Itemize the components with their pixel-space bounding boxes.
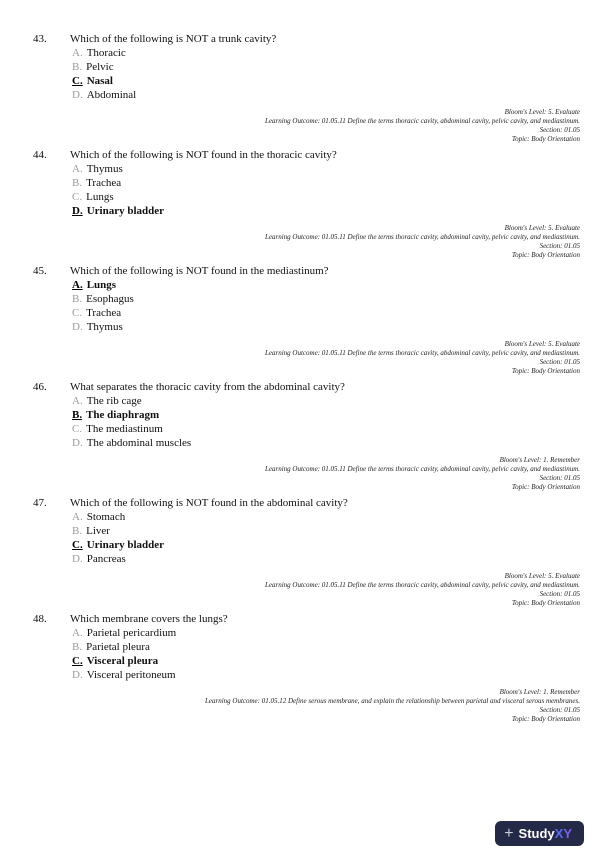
metadata-block (33, 224, 580, 260)
option-letter: C. (72, 75, 83, 87)
option-letter: A. (72, 163, 83, 175)
question-block-43 (33, 32, 580, 144)
topic: Topic: Body Orientation (511, 251, 580, 259)
option-row (72, 88, 580, 102)
option-letter: A. (72, 511, 83, 523)
option-text: Trachea (86, 307, 122, 319)
option-text: Thoracic (86, 47, 126, 59)
option-letter: C. (72, 539, 83, 551)
option-text: Lungs (86, 191, 114, 203)
topic: Topic: Body Orientation (511, 135, 580, 143)
option-row (72, 60, 580, 74)
option-letter: C. (72, 655, 83, 667)
question-number: 44. (33, 149, 47, 161)
question-text: Which membrane covers the lungs? (70, 613, 228, 625)
option-text: Urinary bladder (86, 205, 165, 217)
option-letter: A. (72, 627, 83, 639)
option-letter: D. (72, 321, 83, 333)
option-text: Thymus (86, 321, 123, 333)
option-text: Visceral pleura (86, 655, 159, 667)
question-text: Which of the following is NOT a trunk cavity? (70, 33, 277, 45)
question-text: What separates the thoracic cavity from the abdominal cavity? (70, 381, 345, 393)
option-text: The mediastinum (86, 423, 163, 435)
option-text: Lungs (86, 279, 117, 291)
option-text: Trachea (86, 177, 122, 189)
topic: Topic: Body Orientation (511, 715, 580, 723)
options-list (72, 626, 580, 682)
learning-outcome: Learning Outcome: 01.05.11 Define the terms thoracic cavity, abdominal cavity, pelvic cavity, and mediastinum. (265, 233, 580, 241)
question-block-48 (33, 612, 580, 724)
option-letter: C. (72, 423, 83, 435)
options-list (72, 394, 580, 450)
option-text: Liver (86, 525, 110, 537)
learning-outcome: Learning Outcome: 01.05.11 Define the terms thoracic cavity, abdominal cavity, pelvic cavity, and mediastinum. (265, 117, 580, 125)
question-text: Which of the following is NOT found in the thoracic cavity? (70, 149, 337, 161)
option-row (72, 552, 580, 566)
options-list (72, 46, 580, 102)
option-row (72, 394, 580, 408)
question-block-44 (33, 148, 580, 260)
question-block-47 (33, 496, 580, 608)
learning-outcome: Learning Outcome: 01.05.11 Define the terms thoracic cavity, abdominal cavity, pelvic cavity, and mediastinum. (265, 465, 580, 473)
blooms-level: Bloom's Level: 5. Evaluate (504, 224, 580, 232)
question-number: 47. (33, 497, 47, 509)
topic: Topic: Body Orientation (511, 367, 580, 375)
plus-icon: + (504, 824, 514, 842)
option-letter: D. (72, 89, 83, 101)
blooms-level: Bloom's Level: 1. Remember (499, 456, 580, 464)
question-block-45 (33, 264, 580, 376)
section: Section: 01.05 (539, 706, 580, 714)
option-row-correct (72, 74, 580, 88)
section: Section: 01.05 (539, 126, 580, 134)
section: Section: 01.05 (539, 590, 580, 598)
option-letter: B. (72, 525, 83, 537)
option-letter: C. (72, 191, 83, 203)
blooms-level: Bloom's Level: 5. Evaluate (504, 340, 580, 348)
option-text: The rib cage (86, 395, 142, 407)
option-row (72, 640, 580, 654)
question-number: 48. (33, 613, 47, 625)
option-row (72, 46, 580, 60)
section: Section: 01.05 (539, 474, 580, 482)
blooms-level: Bloom's Level: 5. Evaluate (504, 108, 580, 116)
option-row (72, 668, 580, 682)
question-text: Which of the following is NOT found in the mediastinum? (70, 265, 329, 277)
option-row-correct (72, 654, 580, 668)
option-letter: D. (72, 205, 83, 217)
option-row (72, 510, 580, 524)
option-row (72, 190, 580, 204)
metadata-block (33, 572, 580, 608)
option-row (72, 292, 580, 306)
option-text: Urinary bladder (86, 539, 165, 551)
studyxy-logo (495, 821, 584, 846)
option-text: Parietal pleura (86, 641, 150, 653)
metadata-block (33, 108, 580, 144)
option-text: Pancreas (86, 553, 126, 565)
question-text: Which of the following is NOT found in the abdominal cavity? (70, 497, 348, 509)
option-text: Stomach (86, 511, 126, 523)
option-letter: B. (72, 293, 83, 305)
option-row-correct (72, 204, 580, 218)
option-letter: B. (72, 409, 83, 421)
metadata-block (33, 340, 580, 376)
question-number: 46. (33, 381, 47, 393)
option-text: Thymus (86, 163, 123, 175)
logo-xy-text: XY (554, 826, 572, 841)
option-row (72, 306, 580, 320)
option-text: Abdominal (86, 89, 137, 101)
option-text: Pelvic (86, 61, 114, 73)
option-letter: C. (72, 307, 83, 319)
options-list (72, 162, 580, 218)
option-row (72, 176, 580, 190)
section: Section: 01.05 (539, 242, 580, 250)
option-letter: B. (72, 177, 83, 189)
option-text: The abdominal muscles (86, 437, 192, 449)
option-text: Nasal (86, 75, 113, 87)
blooms-level: Bloom's Level: 1. Remember (499, 688, 580, 696)
option-letter: A. (72, 279, 83, 291)
option-row (72, 626, 580, 640)
question-number: 43. (33, 33, 47, 45)
option-text: The diaphragm (86, 409, 160, 421)
options-list (72, 510, 580, 566)
question-number: 45. (33, 265, 47, 277)
option-letter: D. (72, 553, 83, 565)
option-text: Parietal pericardium (86, 627, 177, 639)
option-letter: A. (72, 47, 83, 59)
blooms-level: Bloom's Level: 5. Evaluate (504, 572, 580, 580)
option-row (72, 422, 580, 436)
option-letter: D. (72, 669, 83, 681)
option-row (72, 436, 580, 450)
option-letter: A. (72, 395, 83, 407)
logo-study-text: Study (518, 826, 555, 841)
topic: Topic: Body Orientation (511, 599, 580, 607)
section: Section: 01.05 (539, 358, 580, 366)
option-text: Visceral peritoneum (86, 669, 176, 681)
option-letter: D. (72, 437, 83, 449)
option-row (72, 320, 580, 334)
option-text: Esophagus (86, 293, 134, 305)
option-row-correct (72, 408, 580, 422)
option-letter: B. (72, 61, 83, 73)
option-row-correct (72, 538, 580, 552)
question-block-46 (33, 380, 580, 492)
learning-outcome: Learning Outcome: 01.05.11 Define the terms thoracic cavity, abdominal cavity, pelvic cavity, and mediastinum. (265, 349, 580, 357)
option-letter: B. (72, 641, 83, 653)
topic: Topic: Body Orientation (511, 483, 580, 491)
metadata-block (33, 688, 580, 724)
learning-outcome: Learning Outcome: 01.05.11 Define the terms thoracic cavity, abdominal cavity, pelvic cavity, and mediastinum. (265, 581, 580, 589)
metadata-block (33, 456, 580, 492)
learning-outcome: Learning Outcome: 01.05.12 Define serous membrane, and explain the relationship between parietal and visceral serous membranes. (204, 697, 580, 705)
option-row (72, 524, 580, 538)
options-list (72, 278, 580, 334)
option-row-correct (72, 278, 580, 292)
option-row (72, 162, 580, 176)
